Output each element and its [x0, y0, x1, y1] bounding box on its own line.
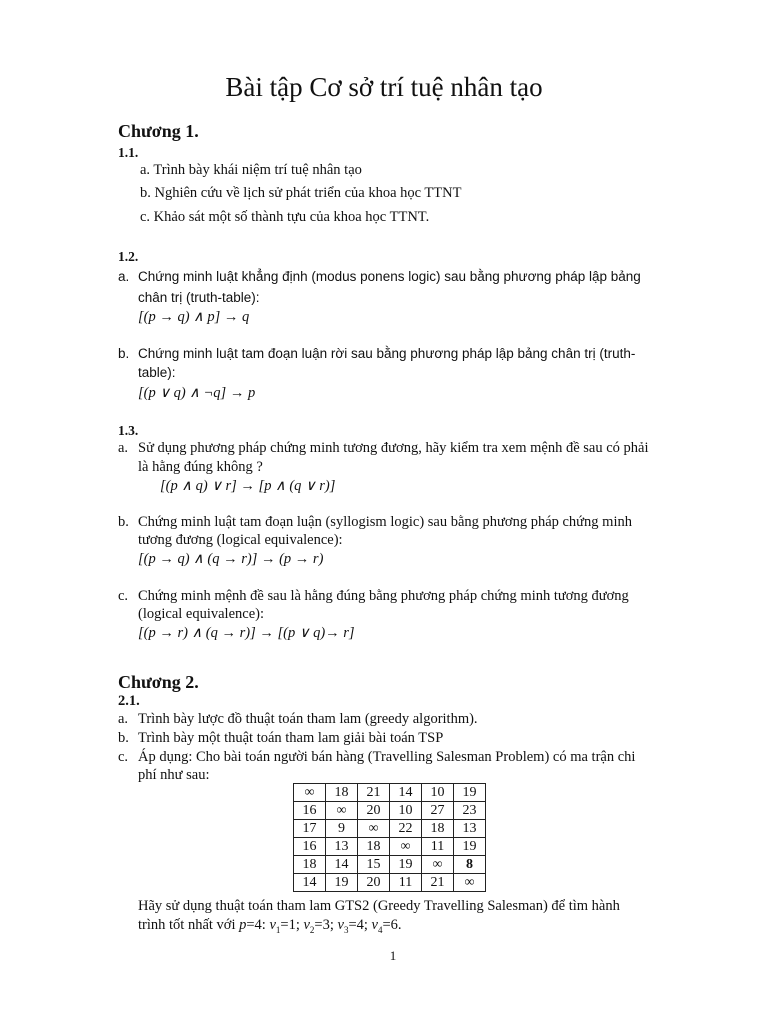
exercise-2-1-b-marker: b. — [118, 730, 129, 746]
exercise-2-1-c-marker: c. — [118, 749, 129, 765]
matrix-cell: 21 — [422, 874, 454, 892]
exercise-1-2-a-line1: Chứng minh luật khẳng định (modus ponens logic) sau bằng phương pháp lập bảng — [138, 269, 641, 284]
matrix-row — [294, 838, 486, 856]
matrix-cell: 20 — [358, 802, 390, 820]
exercise-2-1-b-line1: Trình bày một thuật toán tham lam giải bài toán TSP — [138, 730, 444, 746]
chapter-2-heading: Chương 2. — [118, 672, 199, 692]
exercise-1-1-number: 1.1. — [118, 145, 139, 160]
matrix-cell: 20 — [358, 874, 390, 892]
matrix-cell: 11 — [390, 874, 422, 892]
matrix-cell: 16 — [294, 838, 326, 856]
exercise-2-1-instruction-line1: Hãy sử dụng thuật toán tham lam GTS2 (Greedy Travelling Salesman) để tìm hành — [138, 898, 620, 914]
matrix-cell: 9 — [326, 820, 358, 838]
matrix-cell: 14 — [326, 856, 358, 874]
matrix-cell: ∞ — [422, 856, 454, 874]
matrix-cell: 10 — [422, 784, 454, 802]
matrix-cell: 14 — [294, 874, 326, 892]
exercise-2-1-a-marker: a. — [118, 711, 129, 727]
document-title: Bài tập Cơ sở trí tuệ nhân tạo — [225, 72, 543, 102]
exercise-1-3-a-formula: [(p ∧ q) ∨ r] → [p ∧ (q ∨ r)] — [160, 478, 336, 494]
exercise-1-2-a-line2: chân trị (truth-table): — [138, 290, 260, 305]
matrix-cell: 17 — [294, 820, 326, 838]
matrix-cell: 10 — [390, 802, 422, 820]
matrix-cell: 16 — [294, 802, 326, 820]
matrix-row — [294, 784, 486, 802]
exercise-2-1-c-line2: phí như sau: — [138, 767, 210, 783]
matrix-cell: 21 — [358, 784, 390, 802]
matrix-cell: ∞ — [358, 820, 390, 838]
matrix-cell: ∞ — [454, 874, 486, 892]
matrix-cell: 19 — [390, 856, 422, 874]
matrix-cell: 19 — [454, 784, 486, 802]
matrix-cell: 27 — [422, 802, 454, 820]
exercise-1-2-a-formula: [(p → q) ∧ p] → q — [138, 309, 250, 325]
exercise-2-1-number: 2.1. — [118, 693, 140, 709]
matrix-cell: 18 — [422, 820, 454, 838]
matrix-cell: 18 — [294, 856, 326, 874]
exercise-1-2-b-line1: Chứng minh luật tam đoạn luận rời sau bằng phương pháp lập bảng chân trị (truth- — [138, 346, 636, 361]
matrix-cell: 8 — [454, 856, 486, 874]
exercise-2-1-c-line1: Áp dụng: Cho bài toán người bán hàng (Travelling Salesman Problem) có ma trận chi — [138, 749, 636, 765]
exercise-1-2-b-marker: b. — [118, 346, 130, 361]
exercise-2-1-instruction-line2: trình tốt nhất với p=4: $v_1=1$; $v_2=3$; $v_3=4$; $v_4=6$. — [138, 917, 402, 935]
exercise-1-2-a-marker: a. — [118, 269, 130, 284]
exercise-2-1-a-line1: Trình bày lược đồ thuật toán tham lam (greedy algorithm). — [138, 711, 478, 727]
matrix-cell: 14 — [390, 784, 422, 802]
exercise-1-3-b-formula: [(p → q) ∧ (q → r)] → (p → r) — [138, 551, 324, 567]
matrix-cell: 19 — [326, 874, 358, 892]
matrix-cell: ∞ — [326, 802, 358, 820]
chapter-1-heading: Chương 1. — [118, 121, 199, 141]
matrix-cell: ∞ — [294, 784, 326, 802]
matrix-cell: 13 — [454, 820, 486, 838]
matrix-row — [294, 874, 486, 892]
exercise-1-3-number: 1.3. — [118, 423, 139, 438]
matrix-row — [294, 802, 486, 820]
exercise-1-3-b-marker: b. — [118, 514, 129, 530]
matrix-cell: 23 — [454, 802, 486, 820]
exercise-1-2-b-line2: table): — [138, 365, 176, 380]
exercise-1-1-b: b. Nghiên cứu về lịch sử phát triển của khoa học TTNT — [140, 185, 462, 201]
matrix-cell: 13 — [326, 838, 358, 856]
matrix-row — [294, 856, 486, 874]
cost-matrix-table — [293, 783, 486, 892]
matrix-cell: ∞ — [390, 838, 422, 856]
exercise-1-3-c-line2: (logical equivalence): — [138, 606, 265, 622]
exercise-1-1-a: a. Trình bày khái niệm trí tuệ nhân tạo — [140, 162, 362, 178]
exercise-1-2-number: 1.2. — [118, 249, 139, 264]
matrix-cell: 15 — [358, 856, 390, 874]
exercise-1-1-c: c. Khảo sát một số thành tựu của khoa học TTNT. — [140, 209, 430, 225]
matrix-cell: 19 — [454, 838, 486, 856]
matrix-cell: 22 — [390, 820, 422, 838]
exercise-1-2-b-formula: [(p ∨ q) ∧ ¬q] → p — [138, 385, 256, 401]
exercise-1-3-c-line1: Chứng minh mệnh đề sau là hằng đúng bằng phương pháp chứng minh tương đương — [138, 588, 629, 604]
exercise-1-3-a-line2: là hằng đúng không ? — [138, 459, 263, 475]
matrix-row — [294, 820, 486, 838]
page-number: 1 — [389, 948, 397, 963]
exercise-1-3-a-marker: a. — [118, 440, 129, 456]
matrix-cell: 11 — [422, 838, 454, 856]
exercise-1-3-c-marker: c. — [118, 588, 129, 604]
exercise-1-3-c-formula: [(p → r) ∧ (q → r)] → [(p ∨ q)→ r] — [138, 625, 355, 641]
matrix-cell: 18 — [358, 838, 390, 856]
exercise-1-3-a-line1: Sử dụng phương pháp chứng minh tương đương, hãy kiểm tra xem mệnh đề sau có phải — [138, 440, 649, 456]
matrix-cell: 18 — [326, 784, 358, 802]
exercise-1-3-b-line1: Chứng minh luật tam đoạn luận (syllogism logic) sau bằng phương pháp chứng minh — [138, 514, 632, 530]
exercise-1-3-b-line2: tương đương (logical equivalence): — [138, 532, 343, 548]
